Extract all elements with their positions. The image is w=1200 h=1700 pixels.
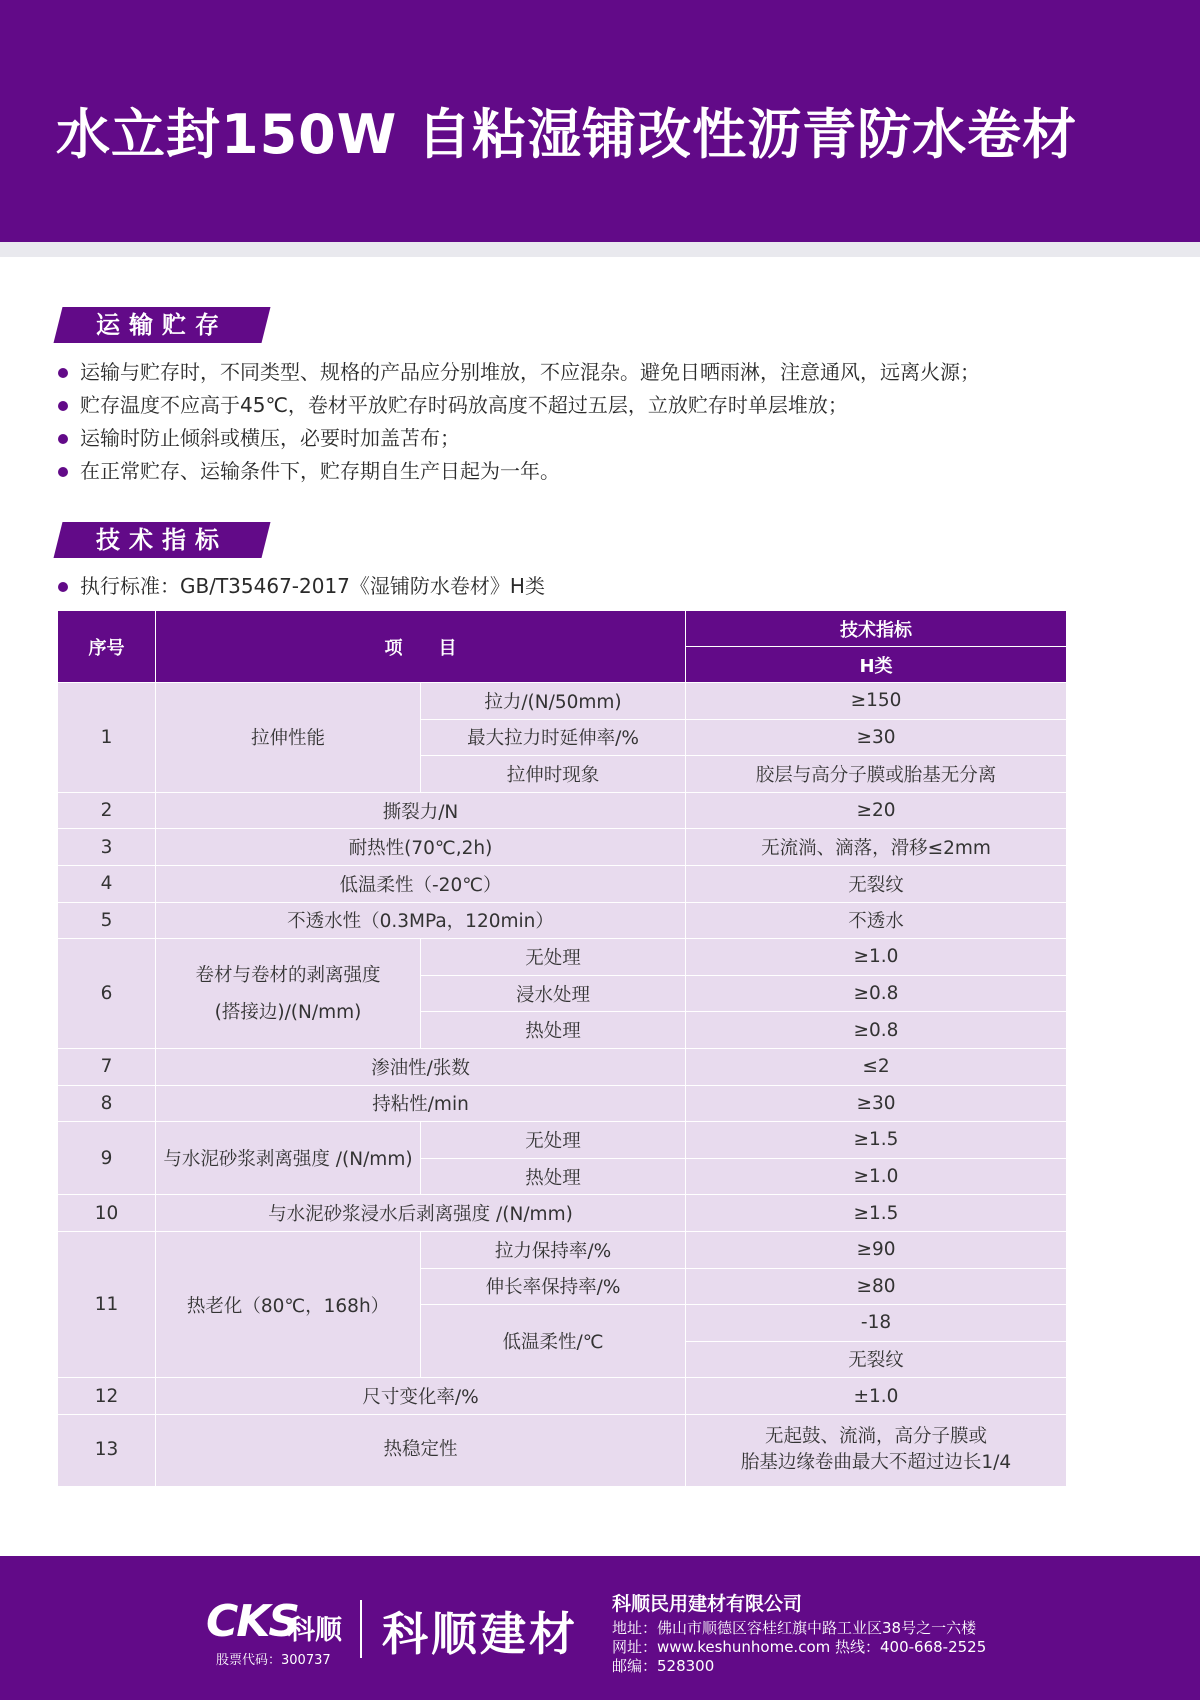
page-title: 水立封150W 自粘湿铺改性沥青防水卷材 xyxy=(56,103,1078,166)
stock-code: 股票代码：300737 xyxy=(216,1653,331,1668)
list-item: 运输时防止倾斜或横压，必要时加盖苫布； xyxy=(56,422,980,455)
row-item: 热老化（80℃，168h） xyxy=(156,1231,421,1377)
table-row xyxy=(58,1048,1067,1085)
row-value: ≥0.8 xyxy=(686,1012,1067,1049)
row-subitem: 伸长率保持率/% xyxy=(421,1268,686,1305)
list-item: 贮存温度不应高于45℃，卷材平放贮存时码放高度不超过五层，立放贮存时单层堆放； xyxy=(56,389,980,422)
row-value: 胶层与高分子膜或胎基无分离 xyxy=(686,756,1067,793)
row-no: 9 xyxy=(58,1122,156,1195)
row-value: ±1.0 xyxy=(686,1378,1067,1415)
list-item: 在正常贮存、运输条件下，贮存期自生产日起为一年。 xyxy=(56,455,980,488)
row-item: 与水泥砂浆剥离强度 /(N/mm) xyxy=(156,1122,421,1195)
row-no: 4 xyxy=(58,865,156,902)
table-row xyxy=(58,1231,1067,1268)
table-row xyxy=(58,683,1067,720)
row-subitem: 拉力保持率/% xyxy=(421,1231,686,1268)
row-no: 2 xyxy=(58,792,156,829)
row-no: 7 xyxy=(58,1048,156,1085)
row-value: ≥30 xyxy=(686,1085,1067,1122)
header-divider xyxy=(0,242,1200,257)
standard-list xyxy=(56,570,545,603)
row-item: 拉伸性能 xyxy=(156,683,421,793)
row-no: 13 xyxy=(58,1414,156,1486)
table-row xyxy=(58,865,1067,902)
row-value: -18 xyxy=(686,1305,1067,1342)
row-item-line: (搭接边)/(N/mm) xyxy=(214,1001,362,1023)
row-subitem: 热处理 xyxy=(421,1012,686,1049)
company-address: 地址：佛山市顺德区容桂红旗中路工业区38号之一六楼 xyxy=(612,1619,977,1637)
row-no: 1 xyxy=(58,683,156,793)
standard-text: 执行标准：GB/T35467-2017《湿铺防水卷材》H类 xyxy=(56,570,545,603)
tech-heading-label: 技术指标 xyxy=(96,526,228,554)
row-item: 耐热性(70℃,2h) xyxy=(156,829,686,866)
row-no: 5 xyxy=(58,902,156,939)
row-value: ≥1.5 xyxy=(686,1195,1067,1232)
row-subitem: 无处理 xyxy=(421,1122,686,1159)
col-item-header: 项 目 xyxy=(156,611,686,683)
row-value: 无裂纹 xyxy=(686,1341,1067,1378)
row-no: 12 xyxy=(58,1378,156,1415)
company-name: 科顺民用建材有限公司 xyxy=(612,1593,803,1615)
row-no: 6 xyxy=(58,939,156,1049)
row-no: 8 xyxy=(58,1085,156,1122)
row-value: ≤2 xyxy=(686,1048,1067,1085)
col-class-header: H类 xyxy=(686,647,1067,683)
storage-heading-label: 运输贮存 xyxy=(96,311,228,339)
table-row xyxy=(58,1414,1067,1486)
table-row xyxy=(58,1378,1067,1415)
row-item: 持粘性/min xyxy=(156,1085,686,1122)
brand-name: 科顺建材 xyxy=(382,1607,578,1661)
table-row xyxy=(58,792,1067,829)
table-row xyxy=(58,1122,1067,1159)
table-header-row xyxy=(58,611,1067,647)
table-row xyxy=(58,829,1067,866)
row-item: 低温柔性（-20℃） xyxy=(156,865,686,902)
row-item xyxy=(156,939,421,1049)
row-value: ≥1.0 xyxy=(686,1158,1067,1195)
row-value: ≥1.5 xyxy=(686,1122,1067,1159)
company-logo-cn: 科顺 xyxy=(288,1615,342,1646)
row-subitem: 拉伸时现象 xyxy=(421,756,686,793)
row-value: ≥80 xyxy=(686,1268,1067,1305)
row-subitem: 低温柔性/℃ xyxy=(421,1305,686,1378)
row-item: 热稳定性 xyxy=(156,1414,686,1486)
table-row xyxy=(58,1085,1067,1122)
row-item: 与水泥砂浆浸水后剥离强度 /(N/mm) xyxy=(156,1195,686,1232)
table-row xyxy=(58,939,1067,976)
row-value: ≥150 xyxy=(686,683,1067,720)
row-item: 尺寸变化率/% xyxy=(156,1378,686,1415)
row-value: ≥0.8 xyxy=(686,975,1067,1012)
row-subitem: 浸水处理 xyxy=(421,975,686,1012)
table-row xyxy=(58,1195,1067,1232)
storage-list xyxy=(56,356,980,488)
row-value: 无裂纹 xyxy=(686,865,1067,902)
header-banner xyxy=(0,0,1200,242)
footer-divider xyxy=(360,1600,362,1658)
row-no: 3 xyxy=(58,829,156,866)
footer-banner xyxy=(0,1556,1200,1700)
col-spec-header: 技术指标 xyxy=(686,611,1067,647)
row-value: 不透水 xyxy=(686,902,1067,939)
row-item: 不透水性（0.3MPa，120min） xyxy=(156,902,686,939)
table-row xyxy=(58,902,1067,939)
row-item: 撕裂力/N xyxy=(156,792,686,829)
row-no: 10 xyxy=(58,1195,156,1232)
row-no: 11 xyxy=(58,1231,156,1377)
storage-heading xyxy=(54,307,271,343)
row-value: ≥90 xyxy=(686,1231,1067,1268)
row-value xyxy=(686,1414,1067,1486)
company-logo: CKS xyxy=(206,1596,299,1647)
row-value-line: 胎基边缘卷曲最大不超过边长1/4 xyxy=(740,1452,1012,1474)
list-item: 运输与贮存时，不同类型、规格的产品应分别堆放，不应混杂。避免日晒雨淋，注意通风，远离火源； xyxy=(56,356,980,389)
spec-table xyxy=(57,610,1067,1487)
company-website: 网址：www.keshunhome.com 热线：400-668-2525 xyxy=(612,1638,987,1656)
row-item-line: 卷材与卷材的剥离强度 xyxy=(195,964,381,986)
company-postcode: 邮编：528300 xyxy=(612,1657,715,1675)
row-subitem: 无处理 xyxy=(421,939,686,976)
tech-heading xyxy=(54,522,271,558)
row-value: 无流淌、滴落，滑移≤2mm xyxy=(686,829,1067,866)
row-value: ≥30 xyxy=(686,719,1067,756)
row-value-line: 无起鼓、流淌，高分子膜或 xyxy=(764,1426,987,1448)
row-value: ≥20 xyxy=(686,792,1067,829)
row-subitem: 热处理 xyxy=(421,1158,686,1195)
row-subitem: 最大拉力时延伸率/% xyxy=(421,719,686,756)
row-subitem: 拉力/(N/50mm) xyxy=(421,683,686,720)
col-no-header: 序号 xyxy=(58,611,156,683)
row-value: ≥1.0 xyxy=(686,939,1067,976)
row-item: 渗油性/张数 xyxy=(156,1048,686,1085)
